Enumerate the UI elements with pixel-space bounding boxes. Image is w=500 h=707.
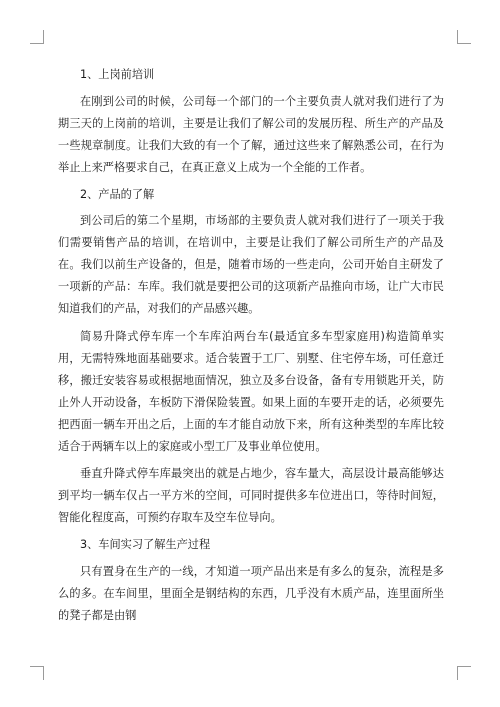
paragraph: 垂直升降式停车库最突出的就是占地少，容车量大，高层设计最高能够达到平均一辆车仅占一平方米的空间，可同时提供多车位进出口，等待时间短，智能化程度高，可预约存取车及空车位导向。 [58, 467, 444, 525]
section-heading-pre-job-training: 1、上岗前培训 [80, 68, 155, 81]
crop-mark-bottom-right [457, 666, 471, 680]
crop-mark-top-right [457, 30, 471, 44]
paragraph: 只有置身在生产的一线，才知道一项产品出来是有多么的复杂，流程是多么的多。在车间里，里面全是钢结构的东西，几乎没有木质产品，连里面所坐的凳子都是由钢 [58, 565, 444, 622]
section-heading-product-knowledge: 2、产品的了解 [80, 187, 155, 201]
paragraph: 到公司后的第二个星期，市场部的主要负责人就对我们进行了一项关于我们需要销售产品的培训，在培训中，主要是让我们了解公司所生产的产品及在。我们以前生产设备的，但是，随着市场的一些走向，公司开始自主研发了一项新的产品：车库。我们就是要把公司的这项新产品推向市场，让广大市民知道我们的产品，对我们的产品感兴趣。 [58, 214, 444, 316]
section-heading-workshop-internship: 3、车间实习了解生产过程 [80, 538, 211, 552]
crop-mark-bottom-left [30, 666, 44, 680]
paragraph: 简易升降式停车库一个车库泊两台车(最适宜多车型家庭用)构造简单实用，无需特殊地面基础要求。适合装置于工厂、别墅、住宅停车场，可任意迁移，搬迁安装容易或根据地面情况，独立及多台设备，备有专用锁匙开关，防止外人开动设备，车板防下滑保险装置。如果上面的车要开走的话，必须要先把西面一辆车开出之后，上面的车才能自动放下来，所有这种类型的车库比较适合于两辆车以上的家庭或小型工厂及事业单位使用。 [58, 329, 444, 453]
crop-mark-top-left [30, 30, 44, 44]
paragraph: 在刚到公司的时候，公司每一个部门的一个主要负责人就对我们进行了为期三天的上岗前的培训，主要是让我们了解公司的发展历程、所生产的产品及一些规章制度。让我们大致的有一个了解，通过这些来了解熟悉公司，在行为举止上来严格要求自己，在真正意义上成为一个全能的工作者。 [58, 94, 444, 174]
document-body [58, 64, 444, 627]
